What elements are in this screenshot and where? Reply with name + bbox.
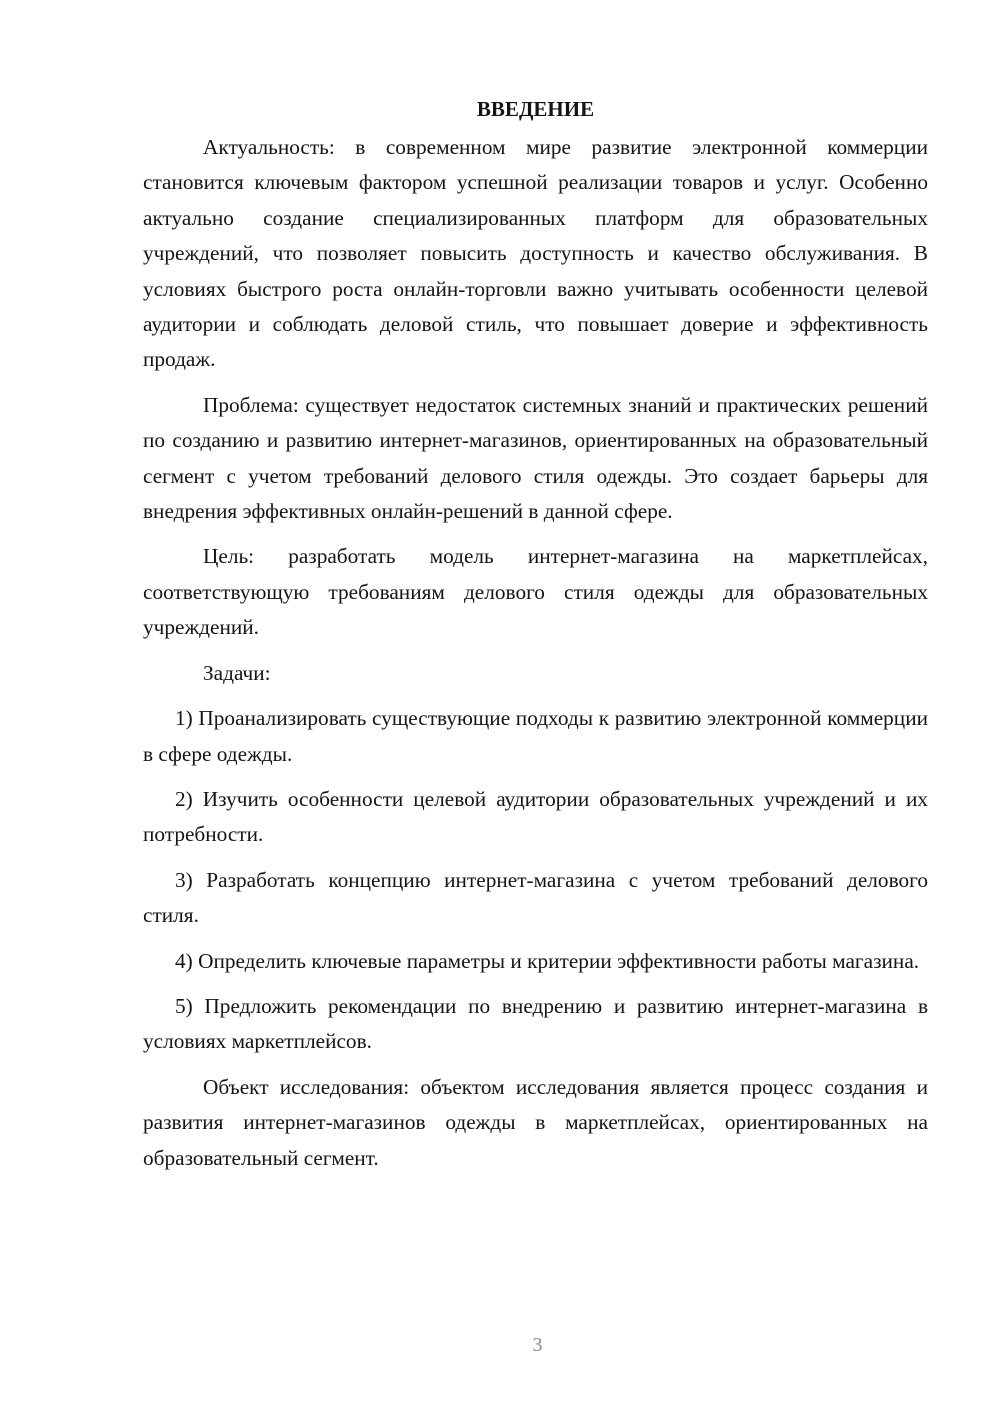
relevance-paragraph: Актуальность: в современном мире развитие электронной коммерции становится ключевым фактором успешной реализации товаров и услуг. Особенно актуально создание специализированных платформ для образовательных учреждений, что позволяет повысить доступность и качество обслуживания. В условиях быстрого роста онлайн-торговли важно учитывать особенности целевой аудитории и соблюдать деловой стиль, что повышает доверие и эффективность продаж. <box>143 135 928 372</box>
task-item: 3) Разработать концепцию интернет-магазина с учетом требований делового стиля. <box>143 867 928 928</box>
problem-paragraph: Проблема: существует недостаток системных знаний и практических решений по созданию и развитию интернет-магазинов, ориентированных на образовательный сегмент с учетом требований делового стиля одежды. Это создает барьеры для внедрения эффективных онлайн-решений в данной сфере. <box>143 392 928 524</box>
task-item: 2) Изучить особенности целевой аудитории образовательных учреждений и их потребности. <box>143 786 928 847</box>
goal-paragraph: Цель: разработать модель интернет-магазина на маркетплейсах, соответствующую требованиям делового стиля одежды для образовательных учреждений. <box>143 544 928 640</box>
task-item: 1) Проанализировать существующие подходы к развитию электронной коммерции в сфере одежды. <box>143 706 928 766</box>
tasks-heading: Задачи: <box>203 660 271 685</box>
page-number: 3 <box>532 1334 543 1356</box>
task-item: 4) Определить ключевые параметры и критерии эффективности работы магазина. <box>175 948 920 973</box>
object-paragraph: Объект исследования: объектом исследования является процесс создания и развития интернет-магазинов одежды в маркетплейсах, ориентированных на образовательный сегмент. <box>143 1074 928 1170</box>
task-item: 5) Предложить рекомендации по внедрению и развитию интернет-магазина в условиях маркетплейсов. <box>143 993 928 1054</box>
tasks-list <box>143 701 928 1060</box>
page-title: ВВЕДЕНИЕ <box>476 97 595 121</box>
document-page <box>143 92 928 1176</box>
